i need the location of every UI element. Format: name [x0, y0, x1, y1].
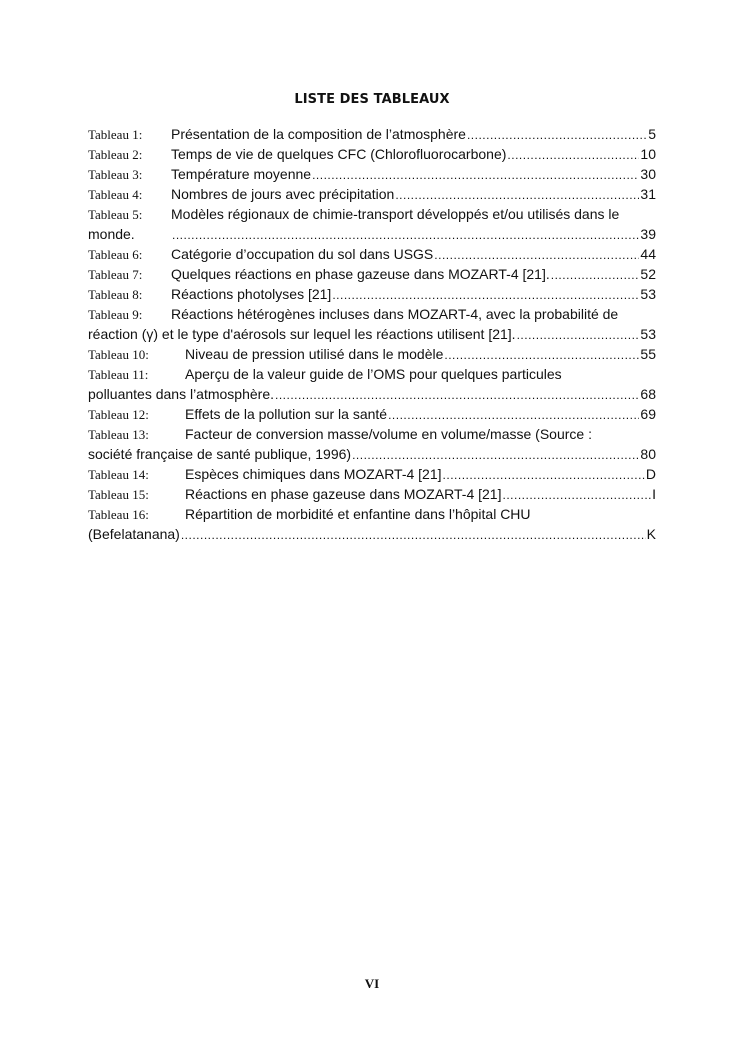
entry-label: Tableau 2: [88, 147, 143, 162]
dot-leader [352, 445, 639, 465]
dot-leader [332, 285, 639, 305]
entry-title: Temps de vie de quelques CFC (Chlorofluorocarbone) [171, 146, 507, 162]
dot-leader [434, 245, 639, 265]
toc-entry-tableau-3[interactable] [88, 164, 656, 184]
toc-entry-tableau-16[interactable] [88, 504, 656, 544]
dot-leader [443, 465, 645, 485]
entry-label: Tableau 15: [88, 487, 149, 502]
dot-leader [395, 185, 639, 205]
dot-leader [502, 485, 651, 505]
toc-entry-tableau-13[interactable] [88, 424, 656, 464]
entry-title-line-2: (Befelatanana) [88, 526, 180, 542]
entry-title-line-2: polluantes dans l’atmosphère. [88, 386, 275, 402]
toc-entry-tableau-4[interactable] [88, 184, 656, 204]
entry-title-line-2: réaction (γ) et le type d'aérosols sur lequel les réactions utilisent [21]. [88, 326, 516, 342]
toc-entry-tableau-6[interactable] [88, 244, 656, 264]
entry-title-line-1: Aperçu de la valeur guide de l’OMS pour quelques particules [185, 366, 562, 382]
entry-label: Tableau 7: [88, 267, 143, 282]
dot-leader [388, 405, 639, 425]
entry-label: Tableau 11: [88, 367, 149, 382]
entry-page-number: 80 [640, 446, 656, 462]
entry-title-line-1: Facteur de conversion masse/volume en volume/masse (Source : [185, 426, 592, 442]
entry-page-number: 30 [640, 166, 656, 182]
dot-leader [181, 525, 646, 545]
entry-page-number: 55 [640, 346, 656, 362]
entry-page-number: 68 [640, 386, 656, 402]
toc-entry-tableau-8[interactable] [88, 284, 656, 304]
entry-page-number: 44 [640, 246, 656, 262]
entry-label: Tableau 6: [88, 247, 143, 262]
entry-label: Tableau 16: [88, 507, 149, 522]
entry-label: Tableau 10: [88, 347, 149, 362]
entry-label: Tableau 9: [88, 307, 143, 322]
entry-title-line-1: Modèles régionaux de chimie-transport développés et/ou utilisés dans le [171, 206, 620, 222]
entry-label: Tableau 1: [88, 127, 143, 142]
entry-title: Présentation de la composition de l’atmosphère [171, 126, 466, 142]
entry-label: Tableau 14: [88, 467, 149, 482]
toc-entry-tableau-11[interactable] [88, 364, 656, 404]
entry-title: Réactions en phase gazeuse dans MOZART-4 [21] [185, 486, 502, 502]
entry-label: Tableau 5: [88, 207, 143, 222]
entry-title-line-1: Réactions hétérogènes incluses dans MOZART-4, avec la probabilité de [171, 306, 619, 322]
entry-title: Nombres de jours avec précipitation [171, 186, 395, 202]
dot-leader [275, 385, 639, 405]
entry-title: Niveau de pression utilisé dans le modèle [185, 346, 444, 362]
entry-label: Tableau 8: [88, 287, 143, 302]
entry-label: Tableau 4: [88, 187, 143, 202]
entry-title: Catégorie d’occupation du sol dans USGS [171, 246, 434, 262]
entry-page-number: 53 [640, 326, 656, 342]
entry-page-number: I [652, 486, 656, 502]
entry-title-line-1: Répartition de morbidité et enfantine dans l’hôpital CHU [185, 506, 531, 522]
toc-entry-tableau-5[interactable] [88, 204, 656, 244]
entry-page-number: 52 [640, 266, 656, 282]
entry-page-number: 31 [640, 186, 656, 202]
dot-leader [507, 145, 639, 165]
entry-label: Tableau 13: [88, 427, 149, 442]
dot-leader [444, 345, 639, 365]
page-number-footer: VI [364, 976, 380, 991]
toc-entry-tableau-15[interactable] [88, 484, 656, 504]
entry-page-number: 5 [648, 126, 656, 142]
toc-entry-tableau-7[interactable] [88, 264, 656, 284]
toc-entry-tableau-12[interactable] [88, 404, 656, 424]
dot-leader [551, 265, 640, 285]
toc-entry-tableau-9[interactable] [88, 304, 656, 344]
entry-page-number: 39 [640, 226, 656, 242]
entry-title: Quelques réactions en phase gazeuse dans MOZART-4 [21]. [171, 266, 550, 282]
dot-leader [517, 325, 640, 345]
table-list [88, 124, 656, 544]
entry-title: Température moyenne [171, 166, 312, 182]
page-title: LISTE DES TABLEAUX [294, 92, 450, 107]
entry-page-number: 69 [640, 406, 656, 422]
toc-entry-tableau-2[interactable] [88, 144, 656, 164]
toc-entry-tableau-10[interactable] [88, 344, 656, 364]
entry-page-number: D [645, 466, 656, 482]
dot-leader [467, 125, 647, 145]
entry-label: Tableau 3: [88, 167, 143, 182]
entry-label: Tableau 12: [88, 407, 149, 422]
entry-title-line-2: société française de santé publique, 1996) [88, 446, 352, 462]
entry-title: Espèces chimiques dans MOZART-4 [21] [185, 466, 442, 482]
toc-entry-tableau-14[interactable] [88, 464, 656, 484]
entry-title: Effets de la pollution sur la santé [185, 406, 388, 422]
dot-leader [172, 225, 639, 245]
entry-page-number: 53 [640, 286, 656, 302]
toc-entry-tableau-1[interactable] [88, 124, 656, 144]
entry-page-number: 10 [640, 146, 656, 162]
entry-title: Réactions photolyses [21] [171, 286, 332, 302]
dot-leader [312, 165, 639, 185]
entry-page-number: K [646, 526, 656, 542]
entry-title-line-2: monde. [88, 226, 135, 242]
